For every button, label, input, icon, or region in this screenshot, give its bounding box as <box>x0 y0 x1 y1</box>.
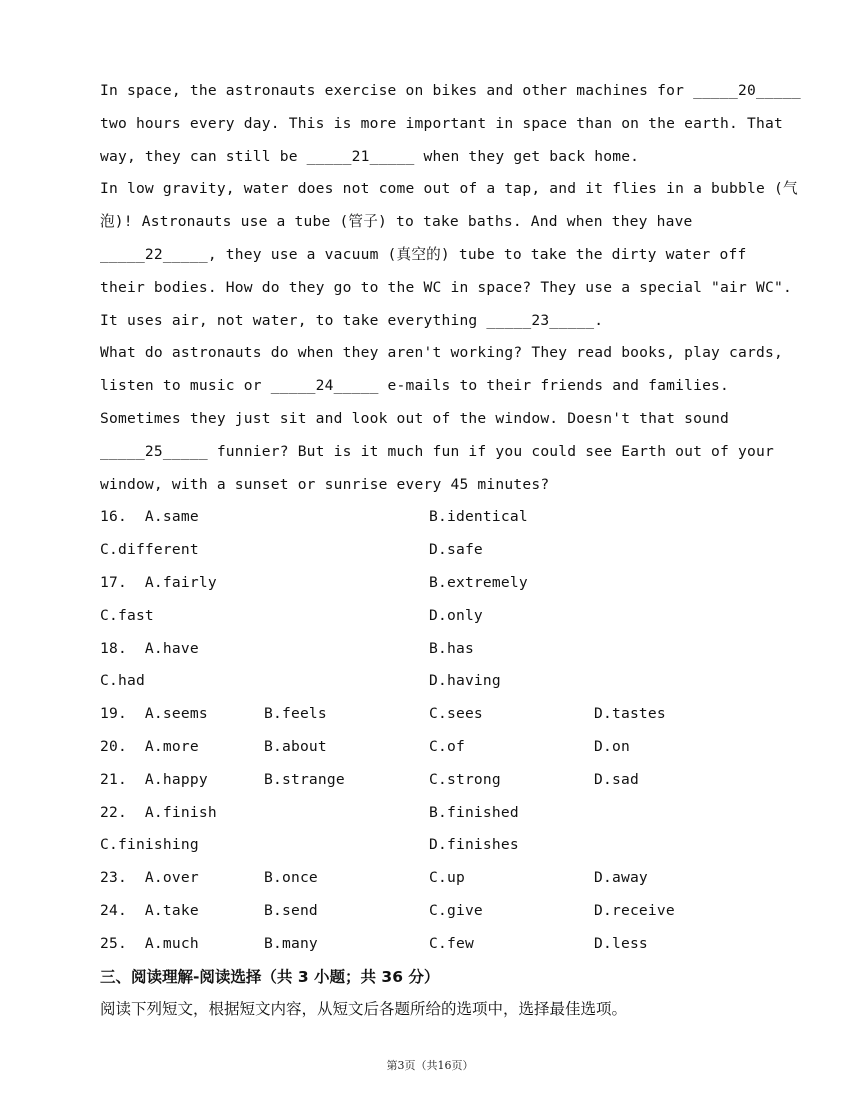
option-cell: 21. A.happy <box>100 770 208 788</box>
option-cell: B.strange <box>264 770 345 788</box>
option-cell: B.extremely <box>429 573 528 591</box>
page-content <box>100 75 801 1026</box>
option-row <box>100 600 780 633</box>
option-cell: D.sad <box>594 770 639 788</box>
option-cell: C.fast <box>100 606 154 624</box>
option-cell: D.on <box>594 737 630 755</box>
passage-line: In low gravity, water does not come out of a tap, and it flies in a bubble (气 <box>100 180 798 198</box>
passage-line: What do astronauts do when they aren't working? They read books, play cards, <box>100 344 783 362</box>
page-footer: 第3页（共16页） <box>386 1059 474 1072</box>
option-cell: D.only <box>429 606 483 624</box>
option-row <box>100 698 780 731</box>
option-cell: B.identical <box>429 508 528 526</box>
option-cell: D.receive <box>594 901 675 919</box>
option-row <box>100 829 780 862</box>
passage-line: _____25_____ funnier? But is it much fun if you could see Earth out of your <box>100 442 774 460</box>
option-row <box>100 567 780 600</box>
passage-line: window, with a sunset or sunrise every 45 minutes? <box>100 475 550 493</box>
option-cell: D.less <box>594 934 648 952</box>
option-row <box>100 895 780 928</box>
option-cell: 17. A.fairly <box>100 573 217 591</box>
option-cell: B.about <box>264 737 327 755</box>
option-row <box>100 534 780 567</box>
option-cell: D.safe <box>429 541 483 559</box>
option-row <box>100 501 780 534</box>
option-cell: 16. A.same <box>100 508 199 526</box>
option-cell: C.give <box>429 901 483 919</box>
option-row <box>100 862 780 895</box>
option-cell: 20. A.more <box>100 737 199 755</box>
option-cell: B.finished <box>429 803 519 821</box>
option-cell: D.finishes <box>429 836 519 854</box>
passage-line: way, they can still be _____21_____ when they get back home. <box>100 147 640 165</box>
passage-line: 泡)! Astronauts use a tube (管子) to take baths. And when they have <box>100 213 693 231</box>
option-cell: B.feels <box>264 705 327 723</box>
option-cell: D.having <box>429 672 501 690</box>
option-cell: 25. A.much <box>100 934 199 952</box>
option-row <box>100 928 780 961</box>
option-cell: C.had <box>100 672 145 690</box>
option-cell: C.up <box>429 869 465 887</box>
option-cell: C.strong <box>429 770 501 788</box>
passage-line: _____22_____, they use a vacuum (真空的) tube to take the dirty water off <box>100 245 747 263</box>
passage-line: their bodies. How do they go to the WC in space? They use a special "air WC". <box>100 278 792 296</box>
passage-line: listen to music or _____24_____ e-mails to their friends and families. <box>100 377 730 395</box>
section-title: 三、阅读理解-阅读选择（共 3 小题；共 36 分） <box>100 967 440 986</box>
option-row <box>100 797 780 830</box>
option-cell: 22. A.finish <box>100 803 217 821</box>
option-row <box>100 764 780 797</box>
option-cell: 19. A.seems <box>100 705 208 723</box>
option-cell: 23. A.over <box>100 869 199 887</box>
option-cell: D.tastes <box>594 705 666 723</box>
answer-options <box>100 501 780 960</box>
cloze-passage <box>100 75 801 501</box>
option-cell: 24. A.take <box>100 901 199 919</box>
option-cell: C.different <box>100 541 199 559</box>
option-cell: 18. A.have <box>100 639 199 657</box>
passage-line: It uses air, not water, to take everything _____23_____. <box>100 311 604 329</box>
option-row <box>100 633 780 666</box>
option-cell: C.finishing <box>100 836 199 854</box>
section-instruction: 阅读下列短文，根据短文内容，从短文后各题所给的选项中，选择最佳选项。 <box>100 1000 628 1019</box>
passage-line: In space, the astronauts exercise on bikes and other machines for _____20_____ <box>100 82 801 99</box>
option-row <box>100 665 780 698</box>
option-cell: B.once <box>264 869 318 887</box>
option-cell: C.of <box>429 737 465 755</box>
option-cell: C.sees <box>429 705 483 723</box>
option-row <box>100 731 780 764</box>
option-cell: C.few <box>429 934 474 952</box>
option-cell: B.many <box>264 934 318 952</box>
passage-line: Sometimes they just sit and look out of the window. Doesn't that sound <box>100 409 730 427</box>
option-cell: D.away <box>594 869 648 887</box>
option-cell: B.has <box>429 639 474 657</box>
option-cell: B.send <box>264 901 318 919</box>
passage-line: two hours every day. This is more important in space than on the earth. That <box>100 114 783 132</box>
